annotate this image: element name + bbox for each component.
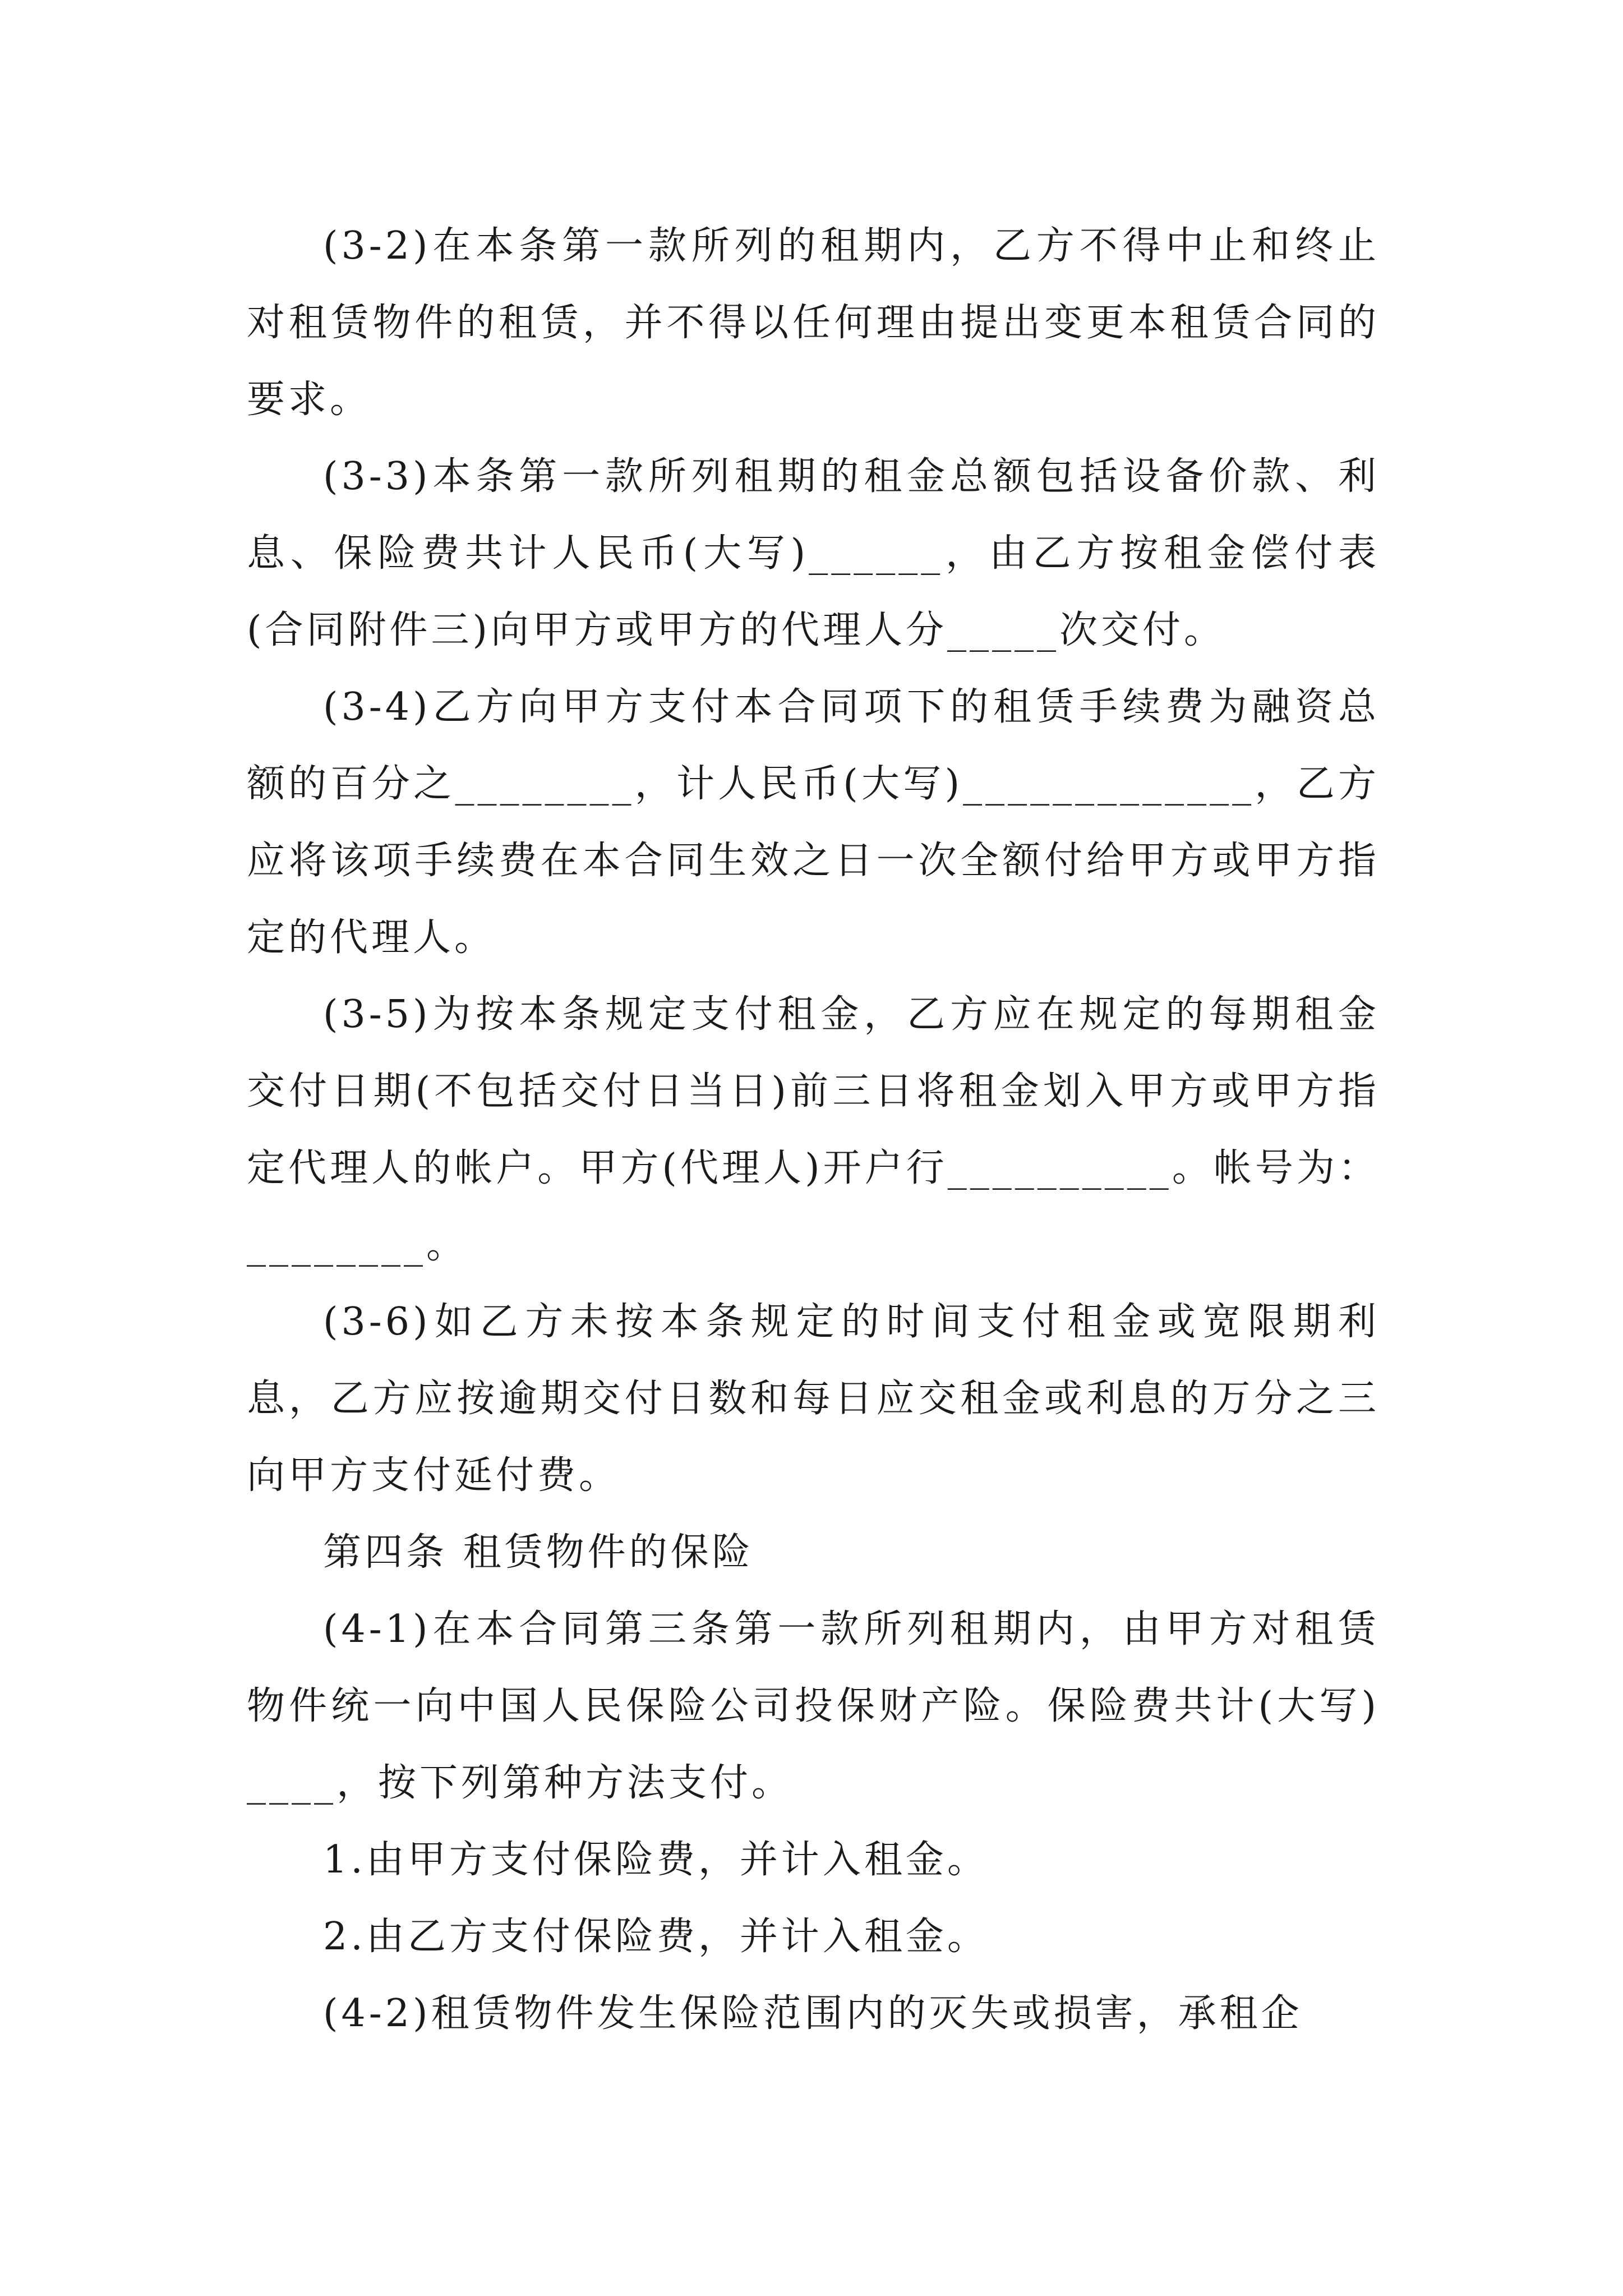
clause-3-5: (3-5)为按本条规定支付租金，乙方应在规定的每期租金交付日期(不包括交付日当日)前三日将租金划入甲方或甲方指定代理人的帐户。甲方(代理人)开户行__________。帐号为：________。 bbox=[247, 992, 1380, 1267]
payment-option-2: 2.由乙方支付保险费，并计入租金。 bbox=[323, 1915, 989, 1959]
clause-3-3: (3-3)本条第一款所列租期的租金总额包括设备价款、利息、保险费共计人民币(大写)______，由乙方按租金偿付表(合同附件三)向甲方或甲方的代理人分_____次交付。 bbox=[247, 454, 1380, 652]
clause-4-2: (4-2)租赁物件发生保险范围内的灭失或损害，承租企 bbox=[323, 1991, 1303, 2036]
document-body bbox=[247, 208, 1380, 2052]
clause-4-1: (4-1)在本合同第三条第一款所列租期内，由甲方对租赁物件统一向中国人民保险公司投保财产险。保险费共计(大写)____，按下列第种方法支付。 bbox=[247, 1607, 1380, 1805]
article-4-heading: 第四条 租赁物件的保险 bbox=[323, 1530, 754, 1575]
clause-3-6: (3-6)如乙方未按本条规定的时间支付租金或宽限期利息，乙方应按逾期交付日数和每日应交租金或利息的万分之三向甲方支付延付费。 bbox=[247, 1300, 1380, 1498]
clause-3-4: (3-4)乙方向甲方支付本合同项下的租赁手续费为融资总额的百分之________，计人民币(大写)_____________，乙方应将该项手续费在本合同生效之日一次全额付给甲方或甲方指定的代理人。 bbox=[247, 685, 1380, 960]
clause-3-2: (3-2)在本条第一款所列的租期内，乙方不得中止和终止对租赁物件的租赁，并不得以任何理由提出变更本租赁合同的要求。 bbox=[247, 224, 1380, 422]
payment-option-1: 1.由甲方支付保险费，并计入租金。 bbox=[323, 1838, 989, 1882]
